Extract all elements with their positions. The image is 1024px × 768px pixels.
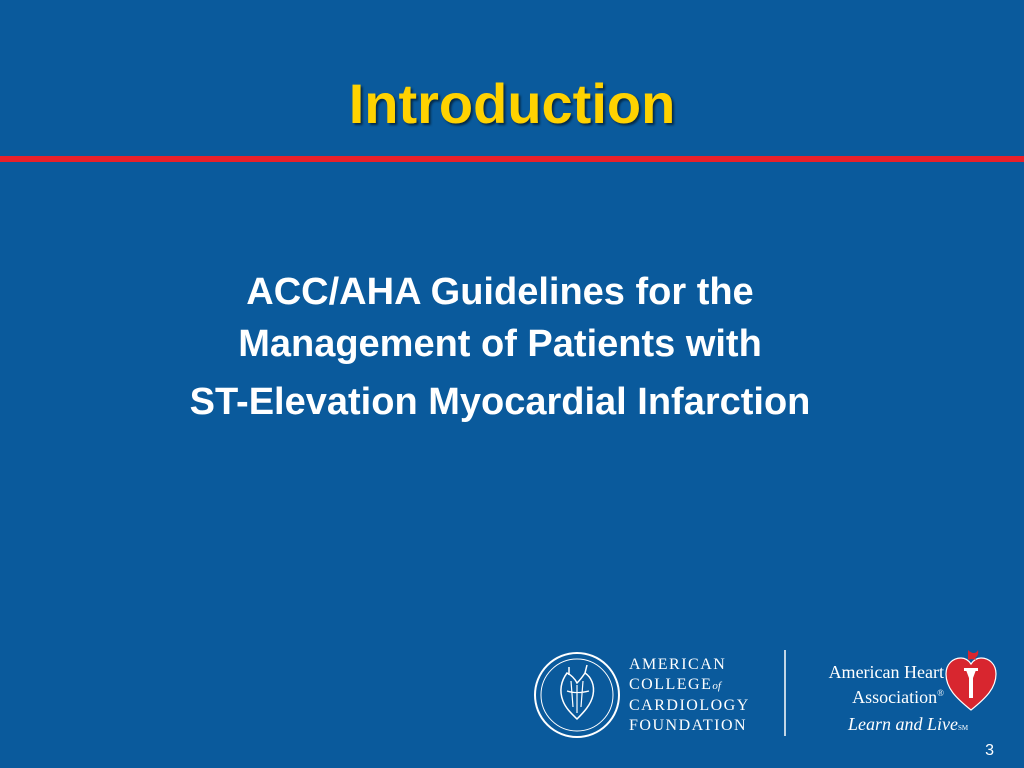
- logo-divider: [784, 650, 786, 736]
- page-number: 3: [985, 742, 994, 759]
- heart-torch-icon: [942, 648, 1000, 714]
- body-line-3: ST-Elevation Myocardial Infarction: [189, 381, 811, 423]
- acc-line-foundation: FOUNDATION: [629, 717, 748, 734]
- acc-foundation-logo: [533, 651, 773, 741]
- slide-title: Introduction: [348, 72, 676, 135]
- acc-line-american: AMERICAN: [629, 656, 727, 673]
- aha-logo: [800, 648, 1010, 743]
- body-line-1: ACC/AHA Guidelines for the: [246, 271, 754, 313]
- heart-seal-icon: [533, 651, 621, 739]
- slide-body: [0, 266, 1000, 428]
- title-divider-rule: [0, 156, 1024, 162]
- acc-line-college: COLLEGEof: [629, 676, 721, 693]
- aha-name-line-1: American Heart: [828, 662, 944, 682]
- aha-wordmark: [804, 662, 944, 708]
- aha-tagline: Learn and LiveSM: [848, 714, 969, 734]
- aha-name-line-2: Association®: [852, 687, 944, 707]
- acc-wordmark: [629, 655, 779, 736]
- acc-line-cardiology: CARDIOLOGY: [629, 697, 750, 714]
- body-line-2: Management of Patients with: [238, 323, 762, 365]
